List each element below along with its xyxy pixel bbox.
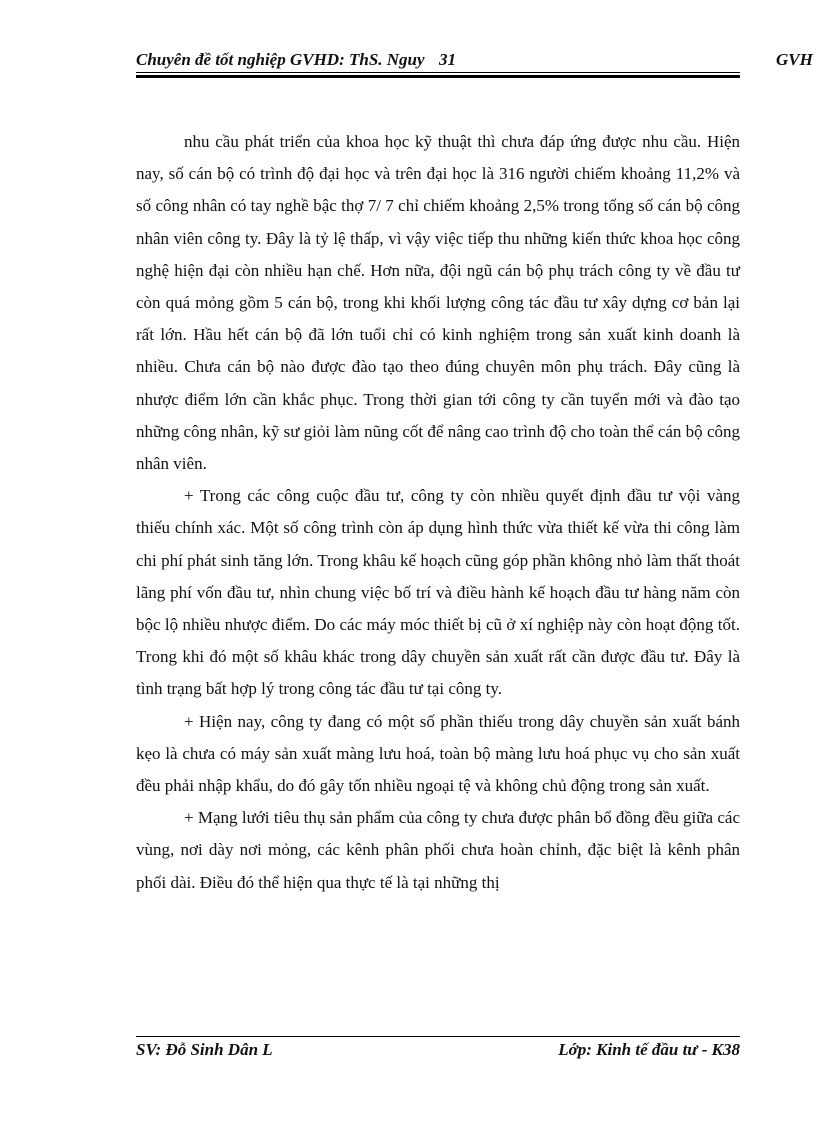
page-number: 31	[439, 50, 456, 69]
paragraph-1: nhu cầu phát triển của khoa học kỹ thuật thì chưa đáp ứng được nhu cầu. Hiện nay, số cán bộ có trình độ đại học và trên đại học là 316 người chiếm khoảng 11,2% và số công nhân có tay nghề bậc thợ 7/ 7 chỉ chiếm khoảng 2,5% trong tổng số cán bộ công nhân viên công ty. Đây là tỷ lệ thấp, vì vậy việc tiếp thu những kiến thức khoa học công nghệ hiện đại còn nhiều hạn chế. Hơn nữa, đội ngũ cán bộ phụ trách công ty về đầu tư còn quá mỏng gồm 5 cán bộ, trong khi khối lượng công tác đầu tư xây dựng cơ bản lại rất lớn. Hầu hết cán bộ đã lớn tuổi chỉ có kinh nghiệm trong sản xuất kinh doanh là nhiều. Chưa cán bộ nào được đào tạo theo đúng chuyên môn phụ trách. Đây cũng là nhược điểm lớn cần khắc phục. Trong thời gian tới công ty cần tuyển mới và đào tạo những công nhân, kỹ sư giỏi làm nũng cốt để nâng cao trình độ cho toàn thể cán bộ công nhân viên.	[136, 132, 740, 474]
header-title: Chuyên đề tốt nghiệp GVHD: ThS. Nguy	[136, 50, 425, 69]
footer-rule	[136, 1036, 740, 1037]
page-header	[136, 50, 816, 74]
document-body	[136, 126, 740, 899]
footer-class: Lớp: Kinh tế đầu tư - K38	[558, 1040, 740, 1059]
footer-student: SV: Đỗ Sinh Dân L	[136, 1040, 273, 1059]
paragraph-4: + Mạng lưới tiêu thụ sản phẩm của công ty chưa được phân bổ đồng đều giữa các vùng, nơi dày nơi mỏng, các kênh phân phối chưa hoàn chỉnh, đặc biệt là kênh phân phối dài. Điều đó thể hiện qua thực tế là tại những thị	[136, 808, 740, 892]
header-rule-thin	[136, 72, 740, 73]
header-rule-thick	[136, 75, 740, 78]
paragraph-3: + Hiện nay, công ty đang có một số phần thiếu trong dây chuyền sản xuất bánh kẹo là chưa có máy sản xuất màng lưu hoá, toàn bộ màng lưu hoá phục vụ cho sản xuất đều phải nhập khẩu, do đó gây tốn nhiều ngoại tệ và không chủ động trong sản xuất.	[136, 711, 740, 796]
header-right-text: GVH	[776, 50, 813, 69]
paragraph-2: + Trong các công cuộc đầu tư, công ty còn nhiều quyết định đầu tư vội vàng thiếu chính xác. Một số công trình còn áp dụng hình thức vừa thiết kế vừa thi công làm chi phí phát sinh tăng lớn. Trong khâu kế hoạch cũng góp phần không nhỏ làm thất thoát lãng phí vốn đầu tư, nhìn chung việc bố trí và điều hành kế hoạch đầu tư hàng năm còn bộc lộ nhiều nhược điểm. Do các máy móc thiết bị cũ ở xí nghiệp này còn hoạt động tốt. Trong khi đó một số khâu khác trong dây chuyền sản xuất rất cần được đầu tư. Đây là tình trạng bất hợp lý trong công tác đầu tư tại công ty.	[136, 486, 740, 699]
